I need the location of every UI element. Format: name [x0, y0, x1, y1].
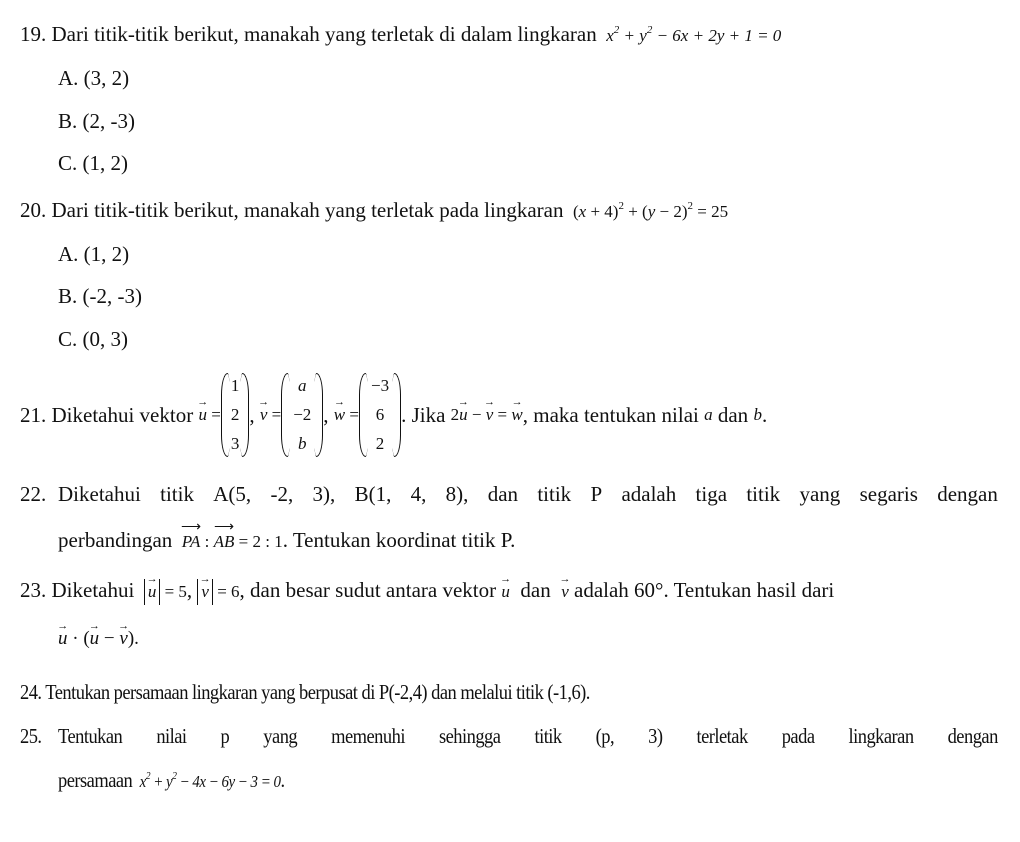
question-23: 23. Diketahui → u = 5, → v = 6, dan besar sudut antara vektor → u dan → v adalah 60°. Tentukan hasil dari — [20, 578, 834, 605]
word: 8), — [445, 482, 469, 506]
option-value: (1, 2) — [82, 151, 129, 175]
component: 1 — [230, 376, 240, 395]
option-label: A. — [58, 242, 79, 266]
question-text: perbandingan — [58, 528, 173, 552]
question-text: Dari titik-titik berikut, manakah yang terletak pada lingkaran — [51, 198, 564, 222]
question-22-line1 — [58, 482, 998, 506]
word: Diketahui — [58, 482, 141, 506]
conjunction: dan — [520, 578, 551, 602]
option-value: (-2, -3) — [82, 284, 142, 308]
option-label: B. — [58, 284, 78, 308]
word: titik — [537, 482, 572, 506]
vector-u-matrix — [221, 373, 250, 457]
option-label: B. — [58, 109, 78, 133]
conjunction: dan — [717, 403, 749, 427]
vector-u-symbol: → u — [501, 580, 510, 604]
question-text: Tentukan persamaan lingkaran yang berpusat di P(-2,4) dan melalui titik (-1,6). — [45, 680, 590, 704]
question-22-line2 — [58, 528, 515, 554]
vector-pa: ⟶ PA — [182, 530, 201, 554]
vector-v-matrix — [281, 373, 323, 457]
vector-v-symbol: → v — [561, 580, 569, 604]
question-number: 19. — [20, 22, 47, 46]
question-text: , dan besar sudut antara vektor — [239, 578, 497, 602]
component: b — [298, 434, 307, 453]
component: −3 — [370, 376, 390, 395]
word: memenuhi — [331, 724, 405, 748]
ratio-value: = 2 : 1 — [238, 532, 283, 551]
vector-u: → u = — [198, 372, 220, 458]
vector-symbol: → w — [334, 372, 345, 458]
question-text: adalah 60°. Tentukan hasil dari — [574, 578, 835, 602]
option-b[interactable] — [58, 109, 135, 133]
question-text: Dari titik-titik berikut, manakah yang terletak di dalam lingkaran — [51, 22, 597, 46]
word: segaris — [859, 482, 918, 506]
word: terletak — [696, 724, 748, 748]
option-c[interactable] — [58, 327, 128, 351]
question-text: . Tentukan koordinat titik P. — [282, 528, 516, 552]
question-19 — [20, 22, 781, 48]
period: . — [280, 768, 285, 792]
vector-symbol: → u — [198, 372, 207, 458]
word: yang — [799, 482, 841, 506]
word: tiga — [695, 482, 728, 506]
variable-b: b — [753, 405, 762, 424]
vector-symbol: → v — [260, 372, 268, 458]
word: P — [590, 482, 603, 506]
magnitude-value: = 5 — [164, 582, 187, 601]
question-24 — [20, 680, 590, 704]
question-text: Diketahui — [51, 578, 135, 602]
word: nilai — [156, 724, 187, 748]
component: a — [298, 376, 307, 395]
question-22-number: 22. — [20, 482, 47, 506]
condition-prefix: . Jika — [401, 403, 446, 427]
question-number: 23. — [20, 578, 47, 602]
option-label: C. — [58, 151, 78, 175]
component: 2 — [230, 405, 240, 424]
vector-ab: ⟶ AB — [214, 530, 235, 554]
word: 3) — [648, 724, 663, 748]
word: pada — [781, 724, 815, 748]
word: sehingga — [438, 724, 501, 748]
option-label: A. — [58, 66, 79, 90]
magnitude-u: → u = 5 — [140, 582, 187, 601]
question-25-number: 25. — [20, 724, 42, 748]
option-value: (1, 2) — [83, 242, 130, 266]
question-number: 21. — [20, 403, 47, 427]
variable-a: a — [704, 405, 713, 424]
word: -2, — [270, 482, 294, 506]
word: titik — [746, 482, 781, 506]
word: titik — [160, 482, 194, 506]
option-b[interactable] — [58, 284, 142, 308]
circle-equation: $x^2 + y^2 - 6x + 2y + 1 = 0$ — [602, 24, 782, 45]
word: dengan — [937, 482, 998, 506]
word: Tentukan — [58, 724, 123, 748]
magnitude-v: → v = 6 — [197, 582, 239, 601]
vector-v: → v = — [260, 372, 281, 458]
question-text: Diketahui vektor — [51, 403, 194, 427]
question-text: persamaan — [58, 768, 133, 792]
component: 3 — [230, 434, 240, 453]
magnitude-value: = 6 — [217, 582, 240, 601]
vector-w-matrix — [359, 373, 401, 457]
option-a[interactable] — [58, 242, 129, 266]
word: 3), — [312, 482, 336, 506]
option-value: (2, -3) — [82, 109, 135, 133]
component: −2 — [293, 405, 312, 424]
word: dengan — [947, 724, 998, 748]
word: adalah — [621, 482, 677, 506]
question-21: 21. Diketahui vektor → u = 1 2 3 , → v = a −2 b , → w = −3 6 2 . Jika 2→ u − → v = → w , maka tentukan nilai a dan b . — [20, 370, 767, 460]
period: . — [761, 403, 768, 427]
option-value: (3, 2) — [83, 66, 130, 90]
word: yang — [263, 724, 298, 748]
circle-equation: $(x + 4)^2 + (y - 2)^2 = 25$ — [568, 200, 729, 221]
circle-equation: $x^2 + y^2 - 4x - 6y - 3 = 0$ — [136, 770, 281, 791]
question-number: 24. — [20, 680, 42, 704]
word: B(1, — [354, 482, 392, 506]
vector-w: → w = — [334, 372, 359, 458]
component: 2 — [375, 434, 385, 453]
component: 6 — [375, 405, 385, 424]
option-a[interactable] — [58, 66, 129, 90]
question-23-expression: → u · (→ u − → v). — [58, 627, 139, 651]
question-number: 20. — [20, 198, 47, 222]
word: p — [220, 724, 230, 748]
option-value: (0, 3) — [82, 327, 129, 351]
word: (p, — [595, 724, 615, 748]
word: dan — [487, 482, 519, 506]
question-20 — [20, 198, 728, 224]
word: 4, — [410, 482, 427, 506]
question-text: , maka tentukan nilai — [522, 403, 699, 427]
ratio-equation: ⟶ PA : ⟶ AB = 2 : 1 — [178, 532, 283, 551]
word: A(5, — [213, 482, 252, 506]
word: lingkaran — [848, 724, 914, 748]
option-c[interactable] — [58, 151, 128, 175]
condition-equation: 2→ u − → v = → w — [451, 372, 523, 458]
question-25-line2 — [58, 768, 285, 794]
question-25-line1 — [58, 724, 998, 748]
word: titik — [534, 724, 562, 748]
option-label: C. — [58, 327, 78, 351]
